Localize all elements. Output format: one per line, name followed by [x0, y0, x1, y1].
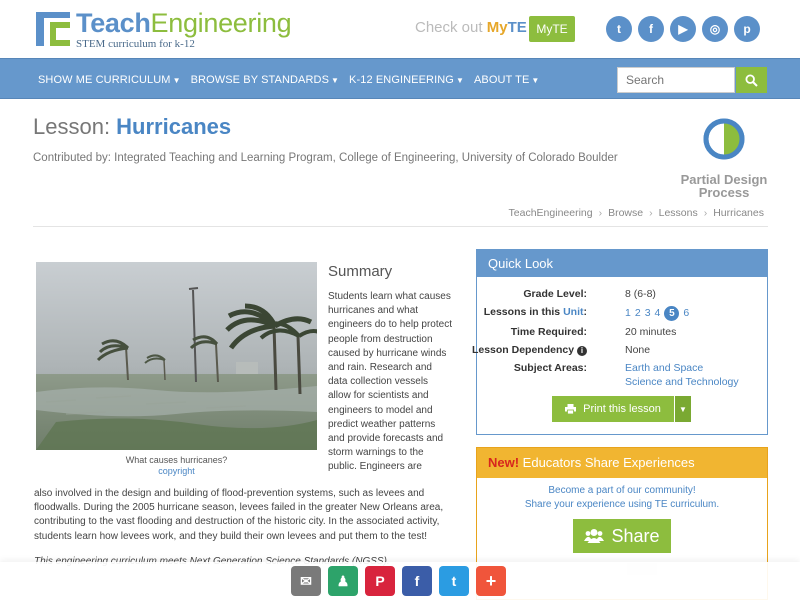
- myte-brand-my: My: [486, 19, 508, 36]
- myte-prompt-text: Check out: [415, 19, 487, 36]
- new-tag: New!: [488, 455, 520, 470]
- breadcrumb-item: Hurricanes: [713, 207, 764, 219]
- teachengineering-logo[interactable]: [36, 10, 306, 52]
- logo-word-teach: Teach: [76, 8, 151, 38]
- print-options-dropdown[interactable]: [675, 396, 691, 422]
- page-title: [33, 114, 231, 140]
- print-lesson-button[interactable]: [552, 396, 674, 422]
- pinterest-share-icon[interactable]: P: [365, 566, 395, 596]
- lesson-dependency-value: None: [625, 344, 651, 356]
- myte-brand-te: TE: [507, 19, 527, 36]
- search-icon: [745, 74, 758, 87]
- email-share-icon[interactable]: ✉: [291, 566, 321, 596]
- share-button-label: Share: [611, 525, 660, 546]
- grade-level-value: 8 (6-8): [625, 288, 656, 300]
- logo-word-engineering: Engineering: [150, 8, 292, 38]
- nav-item-label: BROWSE BY STANDARDS: [190, 73, 330, 86]
- lesson-number-list: [625, 306, 693, 321]
- share-experience-button[interactable]: [573, 519, 671, 553]
- lessons-label-post: :: [583, 306, 587, 318]
- nav-item-label: K-12 ENGINEERING: [349, 73, 454, 86]
- printer-icon: [565, 404, 576, 414]
- community-invite[interactable]: Become a part of our community!: [548, 485, 696, 496]
- design-process-badge[interactable]: [676, 118, 772, 199]
- lesson-dependency-label: [472, 344, 587, 356]
- time-required-value: 20 minutes: [625, 326, 677, 338]
- header-divider: [33, 226, 768, 227]
- caret-down-icon: ▼: [331, 75, 340, 85]
- summary-heading: Summary: [328, 263, 393, 280]
- grade-level-label: Grade Level:: [523, 288, 587, 300]
- te-logo-mark-icon: [36, 12, 70, 46]
- educators-heading-text: Educators Share Experiences: [519, 455, 695, 470]
- subject-area-2[interactable]: Science and Technology: [625, 376, 739, 388]
- breadcrumb-item[interactable]: Browse: [608, 207, 644, 219]
- caret-down-icon: ▼: [679, 404, 687, 414]
- nav-item-browse-by-standards[interactable]: [191, 74, 339, 86]
- subject-area-1[interactable]: Earth and Space: [625, 362, 704, 374]
- contributed-by: Contributed by: Integrated Teaching and Learning Program, College of Engineering, University of Colorado Boulder: [33, 152, 618, 164]
- facebook-share-icon[interactable]: f: [402, 566, 432, 596]
- search-button[interactable]: [736, 67, 767, 93]
- myte-brand[interactable]: [487, 19, 527, 36]
- top-bar: [0, 0, 800, 58]
- partial-design-process-icon: [703, 118, 745, 160]
- twitter-share-icon[interactable]: t: [439, 566, 469, 596]
- instagram-icon[interactable]: ◎: [702, 16, 728, 42]
- breadcrumb-separator-icon: ›: [649, 207, 653, 219]
- facebook-icon[interactable]: f: [638, 16, 664, 42]
- youtube-icon[interactable]: ▶: [670, 16, 696, 42]
- share-icon-group: [291, 566, 506, 596]
- lessons-label-pre: Lessons in this: [483, 306, 564, 318]
- lesson-number-link[interactable]: 6: [683, 307, 690, 319]
- breadcrumb-item[interactable]: TeachEngineering: [508, 207, 593, 219]
- lesson-number-link[interactable]: 2: [634, 307, 641, 319]
- nav-menu: [38, 59, 549, 100]
- caret-down-icon: ▼: [172, 75, 181, 85]
- summary-text-narrow: Students learn what causes hurricanes and what engineers do to help protect people from destruction caused by hurricane winds and rain. Research and data collection vessels allow for scientists and engineers to model and predict weather patterns and provide forecasts and storm warnings to the public. Engineers are: [328, 291, 452, 473]
- main-nav: [0, 58, 800, 99]
- print-lesson-label: Print this lesson: [583, 403, 661, 415]
- lessons-in-unit-label: [484, 306, 587, 318]
- users-icon: [584, 528, 604, 544]
- breadcrumb-separator-icon: ›: [598, 207, 603, 219]
- current-lesson-number: 5: [664, 306, 679, 321]
- nav-item-about-te[interactable]: [474, 74, 539, 86]
- more-share-icon[interactable]: +: [476, 566, 506, 596]
- time-required-label: Time Required:: [510, 326, 587, 338]
- nav-item-show-me-curriculum[interactable]: [38, 74, 181, 86]
- summary-text-wide: also involved in the design and building of flood-prevention systems, such as levees and floodwalls. During the 2005 hurricane season, levees failed in the greater New Orleans area, contributing to the vast flooding and destruction of the historic city. In the associated activity, students learn how levees work, and they build their own levees and put them to the test!: [34, 488, 444, 542]
- breadcrumb-item[interactable]: Lessons: [658, 207, 698, 219]
- pinterest-icon[interactable]: p: [734, 16, 760, 42]
- caret-down-icon: ▼: [531, 75, 540, 85]
- lesson-number-link[interactable]: 4: [654, 307, 661, 319]
- design-process-label: [676, 173, 772, 199]
- google-classroom-share-icon[interactable]: ♟: [328, 566, 358, 596]
- share-experience-invite[interactable]: Share your experience using TE curriculum.: [524, 499, 720, 510]
- breadcrumb-separator-icon: ›: [703, 207, 708, 219]
- lesson-number-link[interactable]: 1: [625, 307, 631, 319]
- search-input[interactable]: [617, 67, 735, 93]
- caret-down-icon: ▼: [455, 75, 464, 85]
- title-prefix: Lesson:: [33, 114, 117, 139]
- social-links: [606, 16, 760, 42]
- myte-promo: [415, 19, 527, 36]
- nav-item-k-12-engineering[interactable]: [349, 74, 464, 86]
- photo-caption: What causes hurricanes?: [125, 455, 228, 465]
- hurricane-photo: [36, 262, 317, 450]
- quick-look-heading: Quick Look: [477, 250, 767, 277]
- photo-copyright-link[interactable]: copyright: [158, 466, 195, 476]
- title-name: Hurricanes: [116, 114, 232, 139]
- design-process-line1: Partial Design: [680, 172, 768, 187]
- floating-share-bar: [0, 562, 800, 600]
- subject-areas-label: Subject Areas:: [513, 362, 587, 374]
- design-process-line2: Process: [698, 185, 750, 200]
- quick-look-panel: [471, 249, 768, 435]
- myte-button[interactable]: MyTE: [529, 16, 575, 42]
- logo-tagline: STEM curriculum for k-12: [76, 38, 195, 50]
- nav-item-label: SHOW ME CURRICULUM: [38, 73, 171, 86]
- info-icon[interactable]: i: [577, 346, 587, 356]
- lesson-number-link[interactable]: 3: [644, 307, 651, 319]
- educators-share-heading: [477, 448, 767, 478]
- unit-link[interactable]: Unit: [563, 306, 584, 318]
- nav-item-label: ABOUT TE: [473, 73, 530, 86]
- breadcrumb: [509, 207, 764, 219]
- lesson-dependency-text: Lesson Dependency: [471, 344, 575, 356]
- logo-wordmark: [76, 8, 291, 39]
- twitter-icon[interactable]: t: [606, 16, 632, 42]
